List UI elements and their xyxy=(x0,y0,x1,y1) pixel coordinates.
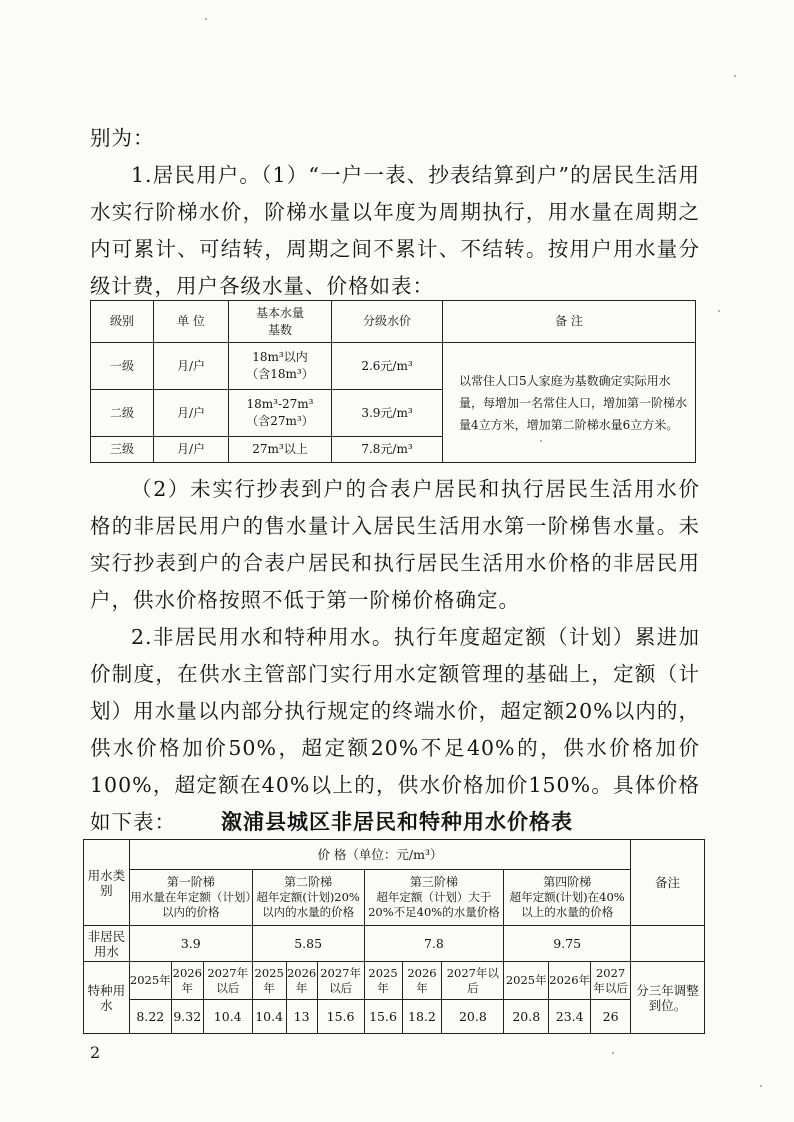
special-price: 10.4 xyxy=(203,1000,252,1034)
paragraph-non-residential: 2.非居民用水和特种用水。执行年度超定额（计划）累进加价制度，在供水主管部门实行用水定额管理的基础上，定额（计划）用水量以内部分执行规定的终端水价，超定额20%以内的，供水价格加价50%，超定额20%不足40%的，供水价格加价100%，超定额在40%以上的，供水价格加价150%。具体价格如下表： xyxy=(90,625,700,834)
tier-description: 用水量在年定额（计划）以内的价格 xyxy=(130,890,252,919)
table2-title: 溆浦县城区非居民和特种用水价格表 xyxy=(221,810,573,834)
header-remark: 备 注 xyxy=(443,301,696,343)
year-label: 2027年以后 xyxy=(317,962,364,1000)
year-label: 2027年以后 xyxy=(442,962,504,1000)
header-note: 备注 xyxy=(631,840,705,926)
tier-2-header xyxy=(252,870,364,926)
header-price: 分级水价 xyxy=(332,301,443,343)
year-label: 2025年 xyxy=(129,962,171,1000)
table-header-row xyxy=(91,301,696,343)
non-residential-price: 3.9 xyxy=(129,926,252,962)
paragraph-residential: 1.居民用户。（1）“一户一表、抄表结算到户”的居民生活用水实行阶梯水价，阶梯水量以年度为周期执行，用水量在周期之内可累计、可结转，周期之间不累计、不结转。按用户用水量分级计费，用户各级水量、价格如表： xyxy=(90,163,700,298)
scan-speck xyxy=(734,75,736,77)
row-level: 二级 xyxy=(91,390,154,437)
row-level: 三级 xyxy=(91,437,154,463)
year-label: 2027年以后 xyxy=(591,962,631,1000)
non-residential-row xyxy=(84,926,705,962)
tier-name: 第二阶梯 xyxy=(284,875,333,889)
scan-speck xyxy=(612,1052,614,1054)
special-price-row xyxy=(84,1000,705,1034)
special-price: 13 xyxy=(286,1000,317,1034)
year-label: 2027年以后 xyxy=(203,962,252,1000)
special-price: 26 xyxy=(591,1000,631,1034)
year-label: 2026年 xyxy=(171,962,203,1000)
header-unit: 单 位 xyxy=(154,301,229,343)
paragraph-intro: 别为： xyxy=(90,126,155,150)
non-residential-price: 9.75 xyxy=(504,926,631,962)
special-price: 15.6 xyxy=(364,1000,402,1034)
table-header-row xyxy=(84,840,705,870)
tier-3-header xyxy=(364,870,504,926)
remark-text: 以常住人口5人家庭为基数确定实际用水量，每增加一名常住人口，增加第一阶梯水量4立方米，增加第二阶梯水量6立方米。 xyxy=(443,343,696,463)
scan-speck xyxy=(205,18,207,20)
tier-description: 超年定额（计划）大于20%不足40%的水量价格 xyxy=(368,890,500,919)
special-price: 18.2 xyxy=(402,1000,442,1034)
row-base-volume xyxy=(229,390,332,437)
non-residential-price: 5.85 xyxy=(252,926,364,962)
special-price: 23.4 xyxy=(549,1000,591,1034)
year-label: 2025年 xyxy=(504,962,549,1000)
base-line2: （含18m³） xyxy=(246,367,314,381)
header-category: 用水类别 xyxy=(84,840,130,926)
non-residential-price: 7.8 xyxy=(364,926,504,962)
year-header-row xyxy=(84,962,705,1000)
year-label: 2026年 xyxy=(286,962,317,1000)
non-residential-label: 非居民用水 xyxy=(84,926,130,962)
base-line1: 18m³以内 xyxy=(252,350,308,364)
year-label: 2025年 xyxy=(252,962,286,1000)
special-price: 10.4 xyxy=(252,1000,286,1034)
header-level: 级别 xyxy=(91,301,154,343)
scan-speck xyxy=(718,310,720,312)
tier-name: 第四阶梯 xyxy=(543,875,592,889)
tier-header-row xyxy=(84,870,705,926)
non-residential-price-table xyxy=(83,839,705,1034)
base-line2: （含27m³） xyxy=(246,414,314,428)
tier-name: 第一阶梯 xyxy=(166,875,215,889)
special-label: 特种用水 xyxy=(84,962,130,1034)
residential-price-table xyxy=(90,300,696,463)
special-price: 20.8 xyxy=(504,1000,549,1034)
tier-name: 第三阶梯 xyxy=(409,875,458,889)
tier-1-header xyxy=(129,870,252,926)
table-row xyxy=(91,343,696,390)
header-base-line2: 基数 xyxy=(267,322,292,337)
row-unit: 月/户 xyxy=(154,390,229,437)
row-unit: 月/户 xyxy=(154,437,229,463)
row-base-volume: 27m³以上 xyxy=(229,437,332,463)
tier-4-header xyxy=(504,870,631,926)
header-base-volume xyxy=(229,301,332,343)
special-price: 15.6 xyxy=(317,1000,364,1034)
non-residential-note xyxy=(631,926,705,962)
row-base-volume xyxy=(229,343,332,390)
special-price: 9.32 xyxy=(171,1000,203,1034)
row-price: 3.9元/m³ xyxy=(332,390,443,437)
base-line1: 18m³-27m³ xyxy=(246,397,314,411)
paragraph-combined-meter: （2）未实行抄表到户的合表户居民和执行居民生活用水价格的非居民用户的售水量计入居民生活用水第一阶梯售水量。未实行抄表到户的合表户居民和执行居民生活用水价格的非居民用户，供水价格按照不低于第一阶梯价格确定。 xyxy=(90,477,700,612)
scan-speck xyxy=(760,1085,762,1087)
year-label: 2026年 xyxy=(549,962,591,1000)
tier-description: 超年定额(计划)在40%以上的水量的价格 xyxy=(509,890,625,919)
special-price: 8.22 xyxy=(129,1000,171,1034)
special-note: 分三年调整到位。 xyxy=(631,962,705,1034)
row-price: 7.8元/m³ xyxy=(332,437,443,463)
tier-description: 超年定额(计划)20%以内的水量的价格 xyxy=(256,890,360,919)
year-label: 2025年 xyxy=(364,962,402,1000)
row-price: 2.6元/m³ xyxy=(332,343,443,390)
row-level: 一级 xyxy=(91,343,154,390)
row-unit: 月/户 xyxy=(154,343,229,390)
year-label: 2026年 xyxy=(402,962,442,1000)
page-number: 2 xyxy=(90,1043,101,1062)
header-price: 价 格（单位：元/m³） xyxy=(129,840,630,870)
header-base-line1: 基本水量 xyxy=(255,305,304,320)
special-price: 20.8 xyxy=(442,1000,504,1034)
